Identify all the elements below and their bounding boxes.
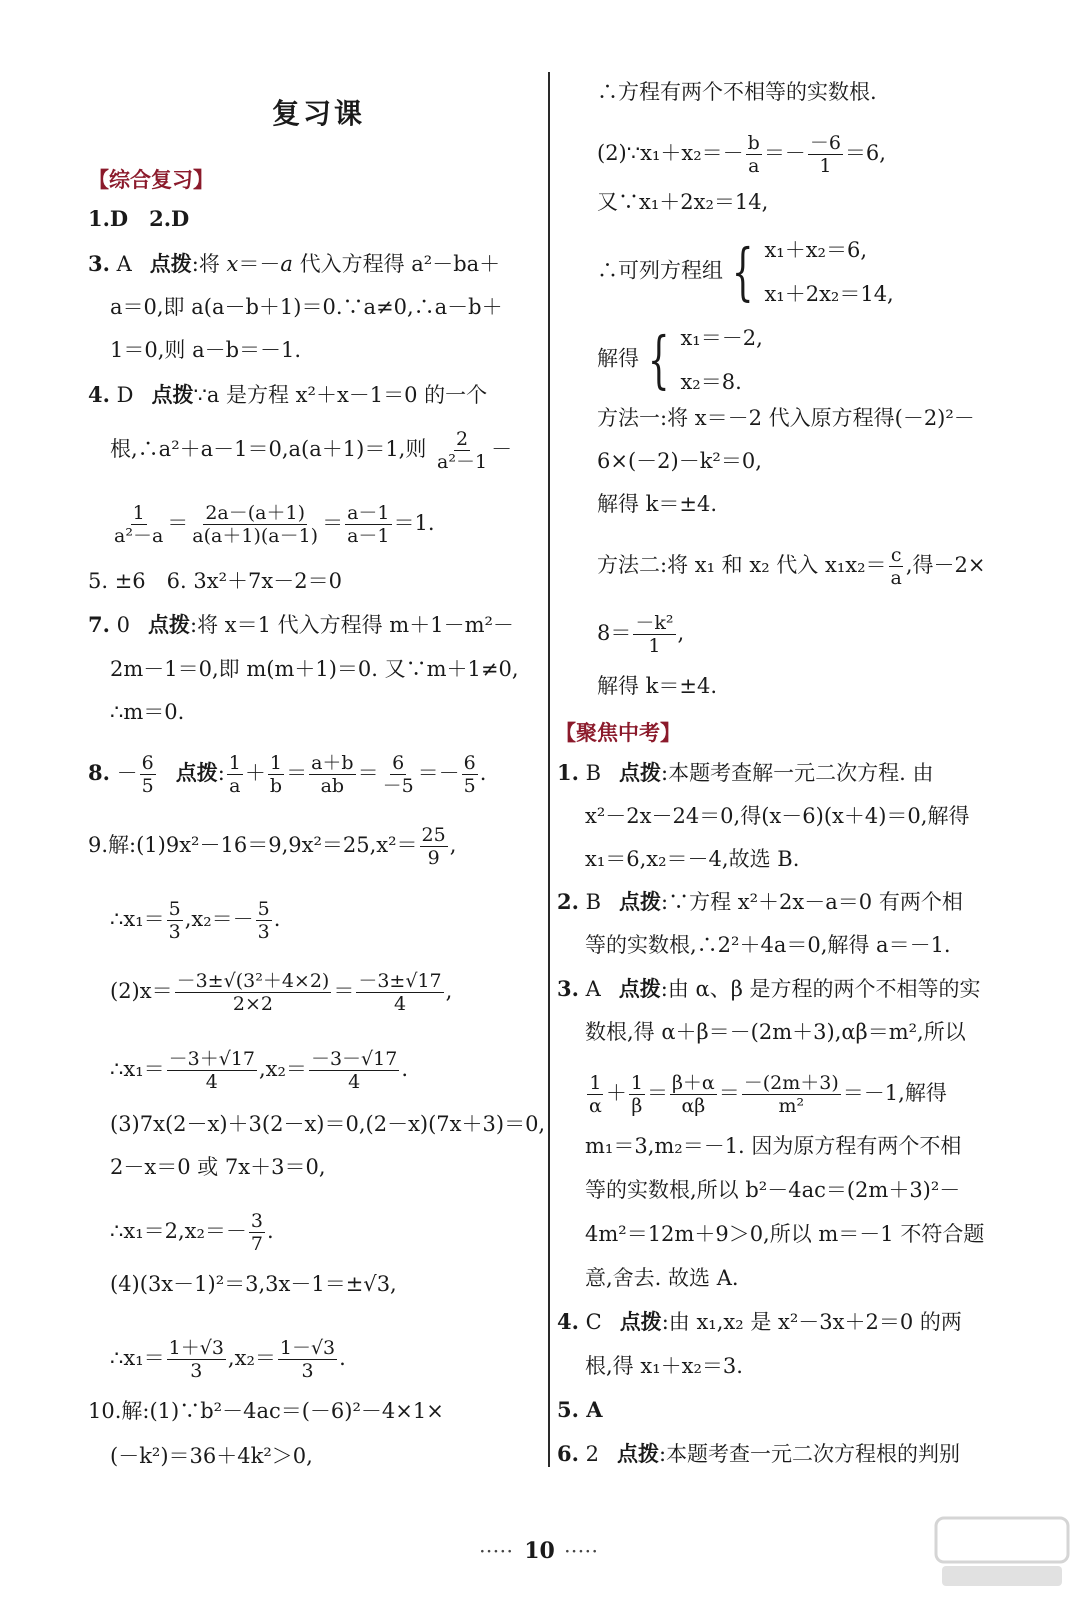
answers-1-2: 1.D 2.D bbox=[88, 206, 190, 231]
exam-3-line-6: 4m²＝12m＋9＞0,所以 m＝－1 不符合题 bbox=[585, 1222, 985, 1246]
right-line-vieta-sum: (2)∵x₁＋x₂＝－ $\frac{b}{a}$ ＝－ $\frac{-6}{1}$ ＝6, bbox=[597, 132, 886, 177]
answer-8: 8. － $\frac{6}{5}$ 点拨: $\frac{1}{a}$ ＋ $\frac{1}{b}$ ＝ $\frac{a+b}{ab}$ ＝ $\frac{6}{-5}$ ＝－ $\frac{6}{5}$ . bbox=[88, 752, 487, 797]
section-exam: 【聚焦中考】 bbox=[555, 720, 681, 745]
answer-9-4-line-1: (4)(3x－1)²＝3,3x－1＝±√3, bbox=[110, 1272, 397, 1296]
method-2-line-1: 方法二:将 x₁ 和 x₂ 代入 x₁x₂＝ $\frac{c}{a}$ ,得－2× bbox=[597, 544, 986, 589]
answer-3-line-1: 3. A 点拨:将 x＝－a 代入方程得 a²－ba＋ bbox=[88, 251, 501, 276]
answer-9-2-formula: (2)x＝ $\frac{\text{－3±√(3²＋4×2)}}{2\times 2}$ ＝ $\frac{-3\pm√17}{4}$ , bbox=[110, 970, 453, 1015]
answer-7-line-2: 2m－1＝0,即 m(m＋1)＝0. 又∵m＋1≠0, bbox=[110, 657, 519, 681]
method-2-line-2: 8＝ $\frac{\text{－k²}}{1}$ , bbox=[597, 612, 685, 657]
exam-3-line-7: 意,舍去. 故选 A. bbox=[585, 1266, 739, 1290]
method-1-line-2: 6×(－2)－k²＝0, bbox=[597, 449, 762, 473]
answer-7-line-3: ∴m＝0. bbox=[110, 700, 185, 724]
exam-3-line-4: m₁＝3,m₂＝－1. 因为原方程有两个不相 bbox=[585, 1134, 962, 1158]
exam-4-line-1: 4. C 点拨:由 x₁,x₂ 是 x²－3x＋2＝0 的两 bbox=[557, 1309, 962, 1334]
answer-4-line-3: $\frac{1}{\text{a²－a}}$ ＝ $\frac{2a-(a+1)}{a(a+1)(a-1)}$ ＝ $\frac{a-1}{a-1}$ ＝1. bbox=[114, 502, 435, 547]
exam-3-line-5: 等的实数根,所以 b²－4ac＝(2m＋3)²－ bbox=[585, 1178, 961, 1202]
right-line-given: 又∵x₁＋2x₂＝14, bbox=[597, 190, 769, 214]
method-2-line-3: 解得 k＝±4. bbox=[597, 674, 718, 698]
answer-9-3-result: ∴x₁＝2,x₂＝－ $\frac{3}{7}$ . bbox=[110, 1210, 274, 1255]
answers-5-6: 5. ±6 6. 3x²＋7x－2＝0 bbox=[88, 569, 342, 593]
exam-5: 5. A bbox=[557, 1397, 603, 1422]
right-line-conclusion: ∴方程有两个不相等的实数根. bbox=[597, 80, 877, 104]
answer-9-4-result: ∴x₁＝ $\frac{1+√3}{3}$ ,x₂＝ $\frac{1-√3}{3}$ . bbox=[110, 1337, 346, 1382]
exam-1-line-3: x₁＝6,x₂＝－4,故选 B. bbox=[585, 847, 800, 871]
answer-9-1-result: ∴x₁＝ $\frac{5}{3}$ ,x₂＝－ $\frac{5}{3}$ . bbox=[110, 898, 281, 943]
answer-4-line-1: 4. D 点拨∵a 是方程 x²＋x－1＝0 的一个 bbox=[88, 382, 488, 407]
exam-3-line-2: 数根,得 α＋β＝－(2m＋3),αβ＝m²,所以 bbox=[585, 1020, 966, 1044]
exam-6-line-1: 6. 2 点拨:本题考查一元二次方程根的判别 bbox=[557, 1441, 961, 1466]
answer-9-2-result: ∴x₁＝ $\frac{-3+√17}{4}$ ,x₂＝ $\frac{-3-√17}{4}$ . bbox=[110, 1048, 408, 1093]
column-divider bbox=[548, 72, 550, 1467]
exam-1-line-1: 1. B 点拨:本题考查解一元二次方程. 由 bbox=[557, 760, 934, 785]
exam-1-line-2: x²－2x－24＝0,得(x－6)(x＋4)＝0,解得 bbox=[585, 804, 970, 828]
system-solution: 解得 { x₁＝－2, x₂＝8. bbox=[597, 323, 763, 396]
exam-2-line-1: 2. B 点拨:∵方程 x²＋2x－a＝0 有两个相 bbox=[557, 889, 963, 914]
section-review: 【综合复习】 bbox=[88, 167, 214, 192]
exam-2-line-2: 等的实数根,∴2²＋4a＝0,解得 a＝－1. bbox=[585, 933, 951, 957]
answer-10-line-1: 10.解:(1)∵b²－4ac＝(－6)²－4×1× bbox=[88, 1399, 444, 1423]
answer-10-line-2: (－k²)＝36＋4k²＞0, bbox=[110, 1444, 313, 1468]
answer-9-3-line-1: (3)7x(2－x)＋3(2－x)＝0,(2－x)(7x＋3)＝0, bbox=[110, 1112, 546, 1136]
answer-9-3-line-2: 2－x＝0 或 7x＋3＝0, bbox=[110, 1155, 326, 1179]
answer-3-line-3: 1＝0,则 a－b＝－1. bbox=[110, 338, 302, 362]
answer-9-line-1: 9.解:(1)9x²－16＝9,9x²＝25,x²＝ $\frac{25}{9}$ , bbox=[88, 824, 457, 869]
page-footer: ····· 10 ····· bbox=[479, 1538, 600, 1564]
equation-system: ∴可列方程组 { x₁＋x₂＝6, x₁＋2x₂＝14, bbox=[597, 235, 894, 308]
method-1-line-1: 方法一:将 x＝－2 代入原方程得(－2)²－ bbox=[597, 406, 975, 430]
method-1-line-3: 解得 k＝±4. bbox=[597, 492, 718, 516]
exam-3-line-3: $\frac{1}{\alpha}$ ＋ $\frac{1}{\beta}$ ＝ $\frac{\beta+\alpha}{\alpha\beta}$ ＝ $\frac{-(2m+3)}{\text{m²}}$ ＝－1,解得 bbox=[589, 1072, 947, 1117]
exam-3-line-1: 3. A 点拨:由 α、β 是方程的两个不相等的实 bbox=[557, 976, 981, 1001]
page-title: 复习课 bbox=[272, 97, 366, 130]
answer-3-line-2: a＝0,即 a(a－b＋1)＝0.∵a≠0,∴a－b＋ bbox=[110, 295, 503, 319]
page-number: 10 bbox=[524, 1538, 555, 1564]
exam-4-line-2: 根,得 x₁＋x₂＝3. bbox=[585, 1354, 743, 1378]
watermark-logo-icon bbox=[932, 1512, 1072, 1592]
answer-4-line-2: 根,∴a²＋a－1＝0,a(a＋1)＝1,则 $\frac{2}{\text{a²－1}}$ － bbox=[110, 428, 513, 473]
answer-7-line-1: 7. 0 点拨:将 x＝1 代入方程得 m＋1－m²－ bbox=[88, 612, 514, 637]
